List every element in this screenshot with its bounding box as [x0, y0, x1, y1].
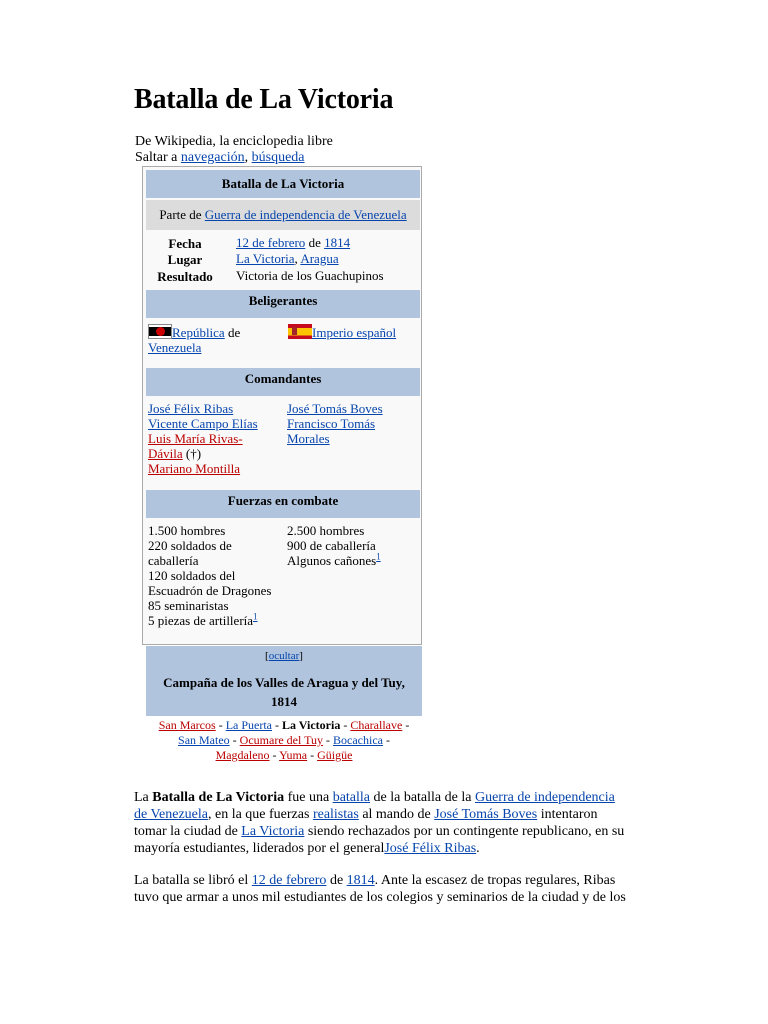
rivas-davila-redlink-2[interactable]: Dávila — [148, 446, 183, 461]
text: de la batalla de la — [370, 790, 475, 805]
navbox-links — [146, 718, 422, 763]
belligerent-right — [288, 324, 420, 340]
fecha-value — [236, 235, 350, 250]
republica-link[interactable]: República — [172, 325, 225, 340]
la-victoria-link[interactable]: La Victoria — [236, 251, 295, 266]
san-marcos-link[interactable]: San Marcos — [158, 718, 216, 732]
jump-comma: , — [244, 150, 252, 165]
text: intentaron — [537, 807, 598, 822]
text: tomar la ciudad de — [134, 824, 242, 839]
text: al mando de — [358, 807, 435, 822]
morales-link-2[interactable]: Morales — [287, 431, 330, 446]
guerra-link[interactable]: Guerra de independencia — [474, 790, 615, 805]
resultado-value: Victoria de los Guachupinos — [236, 268, 384, 283]
ribas-link[interactable]: José Félix Ribas — [148, 401, 234, 416]
separator: - — [402, 718, 410, 732]
year-text-link[interactable]: 1814 — [346, 873, 375, 888]
ribas-text-link[interactable]: José Félix Ribas — [384, 841, 477, 856]
date-text-link[interactable]: 12 de febrero — [251, 873, 327, 888]
forces-left-line: 1.500 hombres — [148, 523, 226, 538]
infobox-title: Batalla de La Victoria — [146, 170, 420, 198]
dagger-mark: (†) — [182, 446, 202, 461]
la-puerta-link[interactable]: La Puerta — [225, 718, 272, 732]
paragraph-line — [134, 872, 644, 889]
belligerent-left — [148, 324, 278, 355]
bracket-open: [ — [265, 650, 269, 662]
artillery-text: 5 piezas de artillería — [148, 613, 254, 628]
lugar-label: Lugar — [167, 252, 203, 267]
navbox-title — [146, 673, 422, 711]
spain-flag-icon — [288, 324, 312, 339]
separator: - — [340, 718, 351, 732]
text: La batalla se libró el — [134, 873, 252, 888]
battle-paragraph — [134, 872, 644, 906]
venezuela-flag-icon — [148, 324, 172, 339]
charallave-link[interactable]: Charallave — [350, 718, 403, 732]
ocumare-link[interactable]: Ocumare del Tuy — [239, 733, 323, 747]
navbox-title-line: Campaña de los Valles de Aragua y del Tuy, — [163, 675, 405, 690]
forces-right-line: 2.500 hombres — [287, 523, 365, 538]
navbox-toggle — [146, 650, 422, 662]
text: fue una — [284, 790, 333, 805]
aragua-link[interactable]: Aragua — [300, 251, 339, 266]
separator: - — [307, 748, 318, 762]
campaign-navbox — [146, 646, 422, 716]
fecha-label: Fecha — [168, 236, 202, 251]
separator: - — [272, 718, 282, 732]
paragraph-line — [134, 789, 644, 806]
article-subject: Batalla de La Victoria — [152, 790, 285, 805]
subtitle — [135, 134, 333, 166]
paragraph-line — [134, 806, 644, 823]
search-link[interactable]: búsqueda — [251, 150, 305, 165]
date-link[interactable]: 12 de febrero — [236, 235, 306, 250]
separator: - — [229, 733, 240, 747]
guigue-link[interactable]: Güigüe — [317, 748, 353, 762]
montilla-redlink[interactable]: Mariano Montilla — [148, 461, 241, 476]
forces-left-line — [148, 613, 283, 628]
forces-left-line: caballería — [148, 553, 199, 568]
war-link[interactable]: Guerra de independencia de Venezuela — [204, 207, 407, 222]
forces-right-line — [287, 553, 420, 568]
bocachica-link[interactable]: Bocachica — [333, 733, 383, 747]
batalla-link[interactable]: batalla — [332, 790, 370, 805]
venezuela-link[interactable]: Venezuela — [148, 340, 202, 355]
page-title: Batalla de La Victoria — [134, 84, 394, 115]
forces-left-line: 120 soldados del — [148, 568, 236, 583]
separator: - — [382, 733, 390, 747]
forces-right — [287, 523, 420, 568]
morales-link[interactable]: Francisco Tomás — [287, 416, 376, 431]
text: de — [326, 873, 347, 888]
navigation-link[interactable]: navegación — [180, 150, 245, 165]
text: siendo rechazados por un contingente republicano, en su — [304, 824, 625, 839]
san-mateo-link[interactable]: San Mateo — [178, 733, 230, 747]
guerra-link-2[interactable]: de Venezuela — [134, 807, 208, 822]
intro-paragraph — [134, 789, 644, 857]
hide-link[interactable]: ocultar — [268, 650, 300, 662]
text: , en la que fuerzas — [207, 807, 313, 822]
separator: - — [215, 718, 226, 732]
la-victoria-text-link[interactable]: La Victoria — [241, 824, 305, 839]
magdaleno-link[interactable]: Magdaleno — [215, 748, 270, 762]
rivas-davila-redlink[interactable]: Luis María Rivas- — [148, 431, 243, 446]
yuma-link[interactable]: Yuma — [279, 748, 308, 762]
fuerzas-header: Fuerzas en combate — [146, 490, 420, 518]
forces-left-line: Escuadrón de Dragones — [148, 583, 272, 598]
boves-text-link[interactable]: José Tomás Boves — [434, 807, 538, 822]
beligerantes-header: Beligerantes — [146, 290, 420, 318]
separator: - — [269, 748, 280, 762]
year-link[interactable]: 1814 — [324, 235, 351, 250]
text: mayoría estudiantes, liderados por el general — [134, 841, 385, 856]
commanders-left — [148, 401, 278, 476]
paragraph-line — [134, 840, 644, 857]
navbox-row — [146, 733, 422, 748]
bel-left-mid: de — [224, 325, 241, 340]
jump-prefix: Saltar a — [135, 150, 181, 165]
fecha-mid: de — [305, 235, 325, 250]
forces-left-line: 220 soldados de — [148, 538, 232, 553]
text: . Ante la escasez de tropas regulares, Ribas — [374, 873, 616, 888]
commanders-right — [287, 401, 420, 446]
paragraph-line — [134, 823, 644, 840]
lugar-value — [236, 251, 339, 266]
realistas-link[interactable]: realistas — [312, 807, 359, 822]
separator: - — [323, 733, 333, 747]
forces-right-line: 900 de caballería — [287, 538, 376, 553]
imperio-espanol-link[interactable]: Imperio español — [312, 325, 397, 340]
navbox-row — [146, 748, 422, 763]
text: La — [134, 790, 153, 805]
paragraph-line: tuvo que armar a unos mil estudiantes de los colegios y seminarios de la ciudad y de los — [134, 890, 626, 905]
bracket-close: ] — [299, 650, 303, 662]
cannons-text: Algunos cañones — [287, 553, 377, 568]
text: . — [476, 841, 480, 856]
jump-links — [135, 150, 333, 166]
infobox-partof — [146, 200, 420, 230]
battle-infobox — [142, 166, 422, 645]
navbox-row — [146, 718, 422, 733]
resultado-label: Resultado — [157, 269, 213, 284]
forces-left-line: 85 seminaristas — [148, 598, 229, 613]
boves-link[interactable]: José Tomás Boves — [287, 401, 383, 416]
current-battle: La Victoria — [282, 718, 341, 732]
campo-elias-link[interactable]: Vicente Campo Elías — [148, 416, 258, 431]
reference-link[interactable]: 1 — [376, 551, 381, 562]
partof-prefix: Parte de — [159, 207, 205, 222]
lugar-comma: , — [294, 251, 301, 266]
comandantes-header: Comandantes — [146, 368, 420, 396]
navbox-title-line: 1814 — [271, 694, 297, 709]
forces-left — [148, 523, 283, 628]
site-tagline: De Wikipedia, la enciclopedia libre — [135, 134, 333, 149]
reference-link[interactable]: 1 — [253, 611, 258, 622]
